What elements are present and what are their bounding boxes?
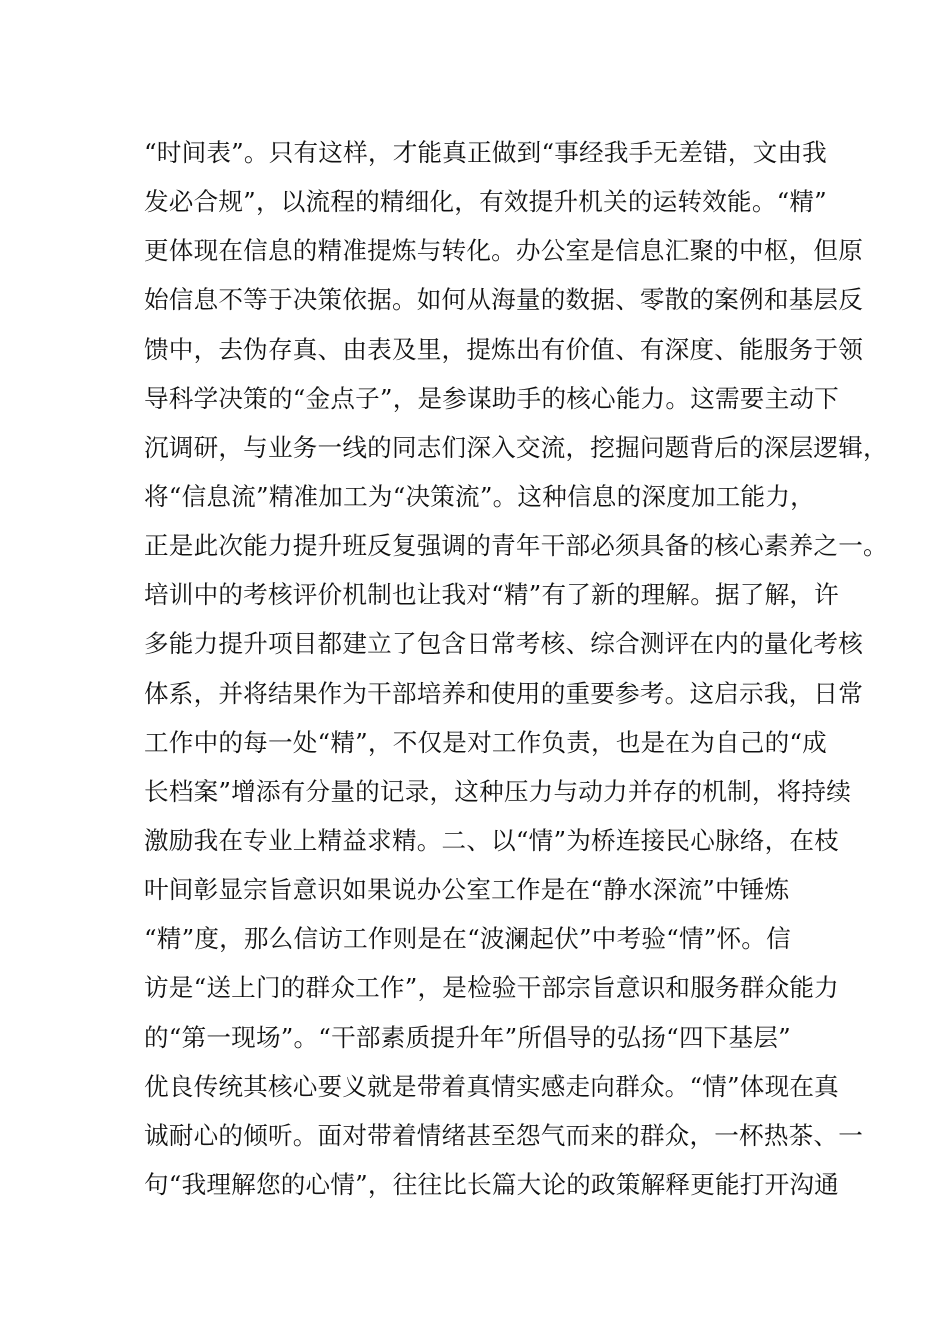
text-line: 访是“送上门的群众工作”，是检验干部宗旨意识和服务群众能力 <box>144 973 839 1003</box>
text-line: 工作中的每一处“精”，不仅是对工作负责，也是在为自己的“成 <box>144 727 827 757</box>
text-line: 将“信息流”精准加工为“决策流”。这种信息的深度加工能力， <box>144 481 815 511</box>
text-line: 优良传统其核心要义就是带着真情实感走向群众。“情”体现在真 <box>144 1071 839 1101</box>
text-line: 句“我理解您的心情”，往往比长篇大论的政策解释更能打开沟通 <box>144 1169 839 1199</box>
text-line: 多能力提升项目都建立了包含日常考核、综合测评在内的量化考核 <box>144 629 864 659</box>
text-line: 诚耐心的倾听。面对带着情绪甚至怨气而来的群众，一杯热茶、一 <box>144 1120 864 1150</box>
text-line: 培训中的考核评价机制也让我对“精”有了新的理解。据了解，许 <box>144 580 839 610</box>
text-line: 的“第一现场”。“干部素质提升年”所倡导的弘扬“四下基层” <box>144 1022 791 1052</box>
text-line: 发必合规”，以流程的精细化，有效提升机关的运转效能。“精” <box>144 187 827 217</box>
body-text <box>144 128 888 1209</box>
text-line: 激励我在专业上精益求精。二、以“情”为桥连接民心脉络，在枝 <box>144 825 839 855</box>
text-line: 始信息不等于决策依据。如何从海量的数据、零散的案例和基层反 <box>144 285 864 315</box>
text-line: 长档案”增添有分量的记录，这种压力与动力并存的机制，将持续 <box>144 776 852 806</box>
text-line: 导科学决策的“金点子”，是参谋助手的核心能力。这需要主动下 <box>144 383 839 413</box>
text-line: “精”度，那么信访工作则是在“波澜起伏”中考验“情”怀。信 <box>144 924 791 954</box>
text-line: “时间表”。只有这样，才能真正做到“事经我手无差错，文由我 <box>144 138 827 167</box>
text-line: 正是此次能力提升班反复强调的青年干部必须具备的核心素养之一。 <box>144 531 888 561</box>
text-line: 叶间彰显宗旨意识如果说办公室工作是在“静水深流”中锤炼 <box>144 875 790 905</box>
text-line: 沉调研，与业务一线的同志们深入交流，挖掘问题背后的深层逻辑， <box>144 432 888 462</box>
text-line: 体系，并将结果作为干部培养和使用的重要参考。这启示我，日常 <box>144 678 864 708</box>
text-line: 更体现在信息的精准提炼与转化。办公室是信息汇聚的中枢，但原 <box>144 236 864 266</box>
text-line: 馈中，去伪存真、由表及里，提炼出有价值、有深度、能服务于领 <box>144 334 864 364</box>
